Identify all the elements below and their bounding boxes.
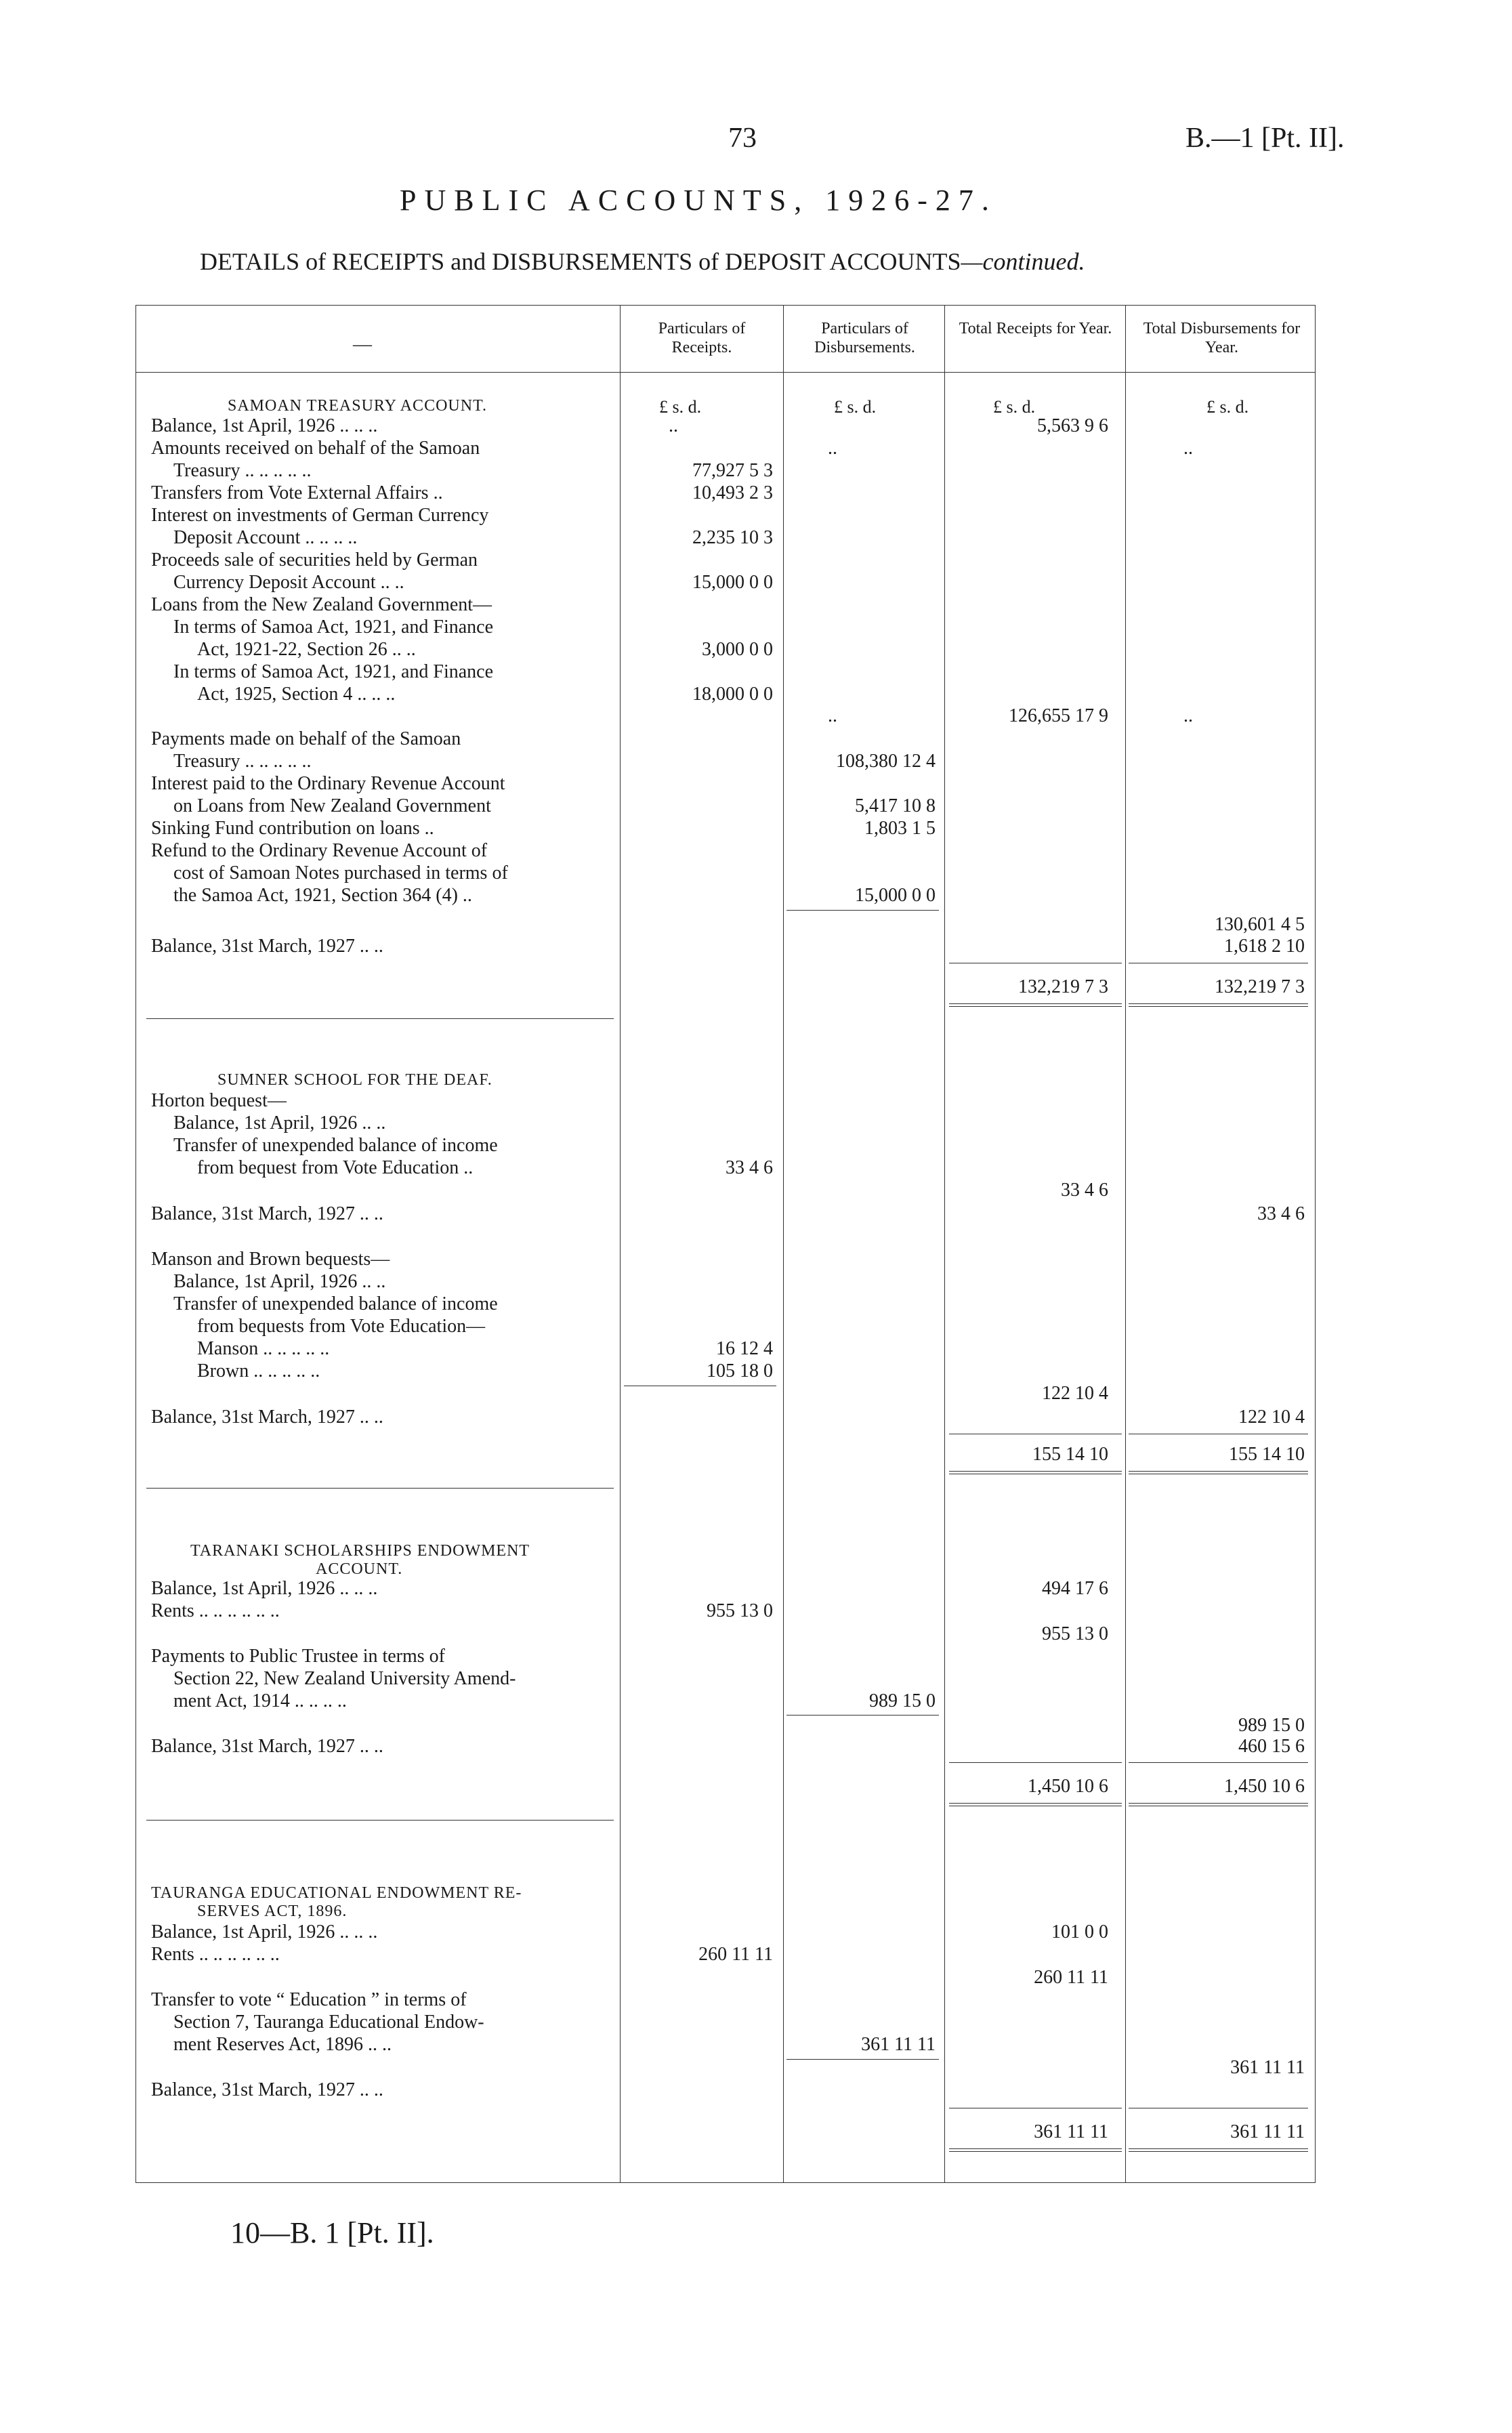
unit-header: £ s. d. <box>659 397 702 417</box>
total-disb-value: 122 10 4 <box>1238 1407 1305 1428</box>
section-title-tauranga: TAURANGA EDUCATIONAL ENDOWMENT RE- <box>151 1884 522 1902</box>
header-blank: — <box>353 334 372 355</box>
sumner-line: Balance, 1st April, 1926 .. .. <box>173 1271 386 1292</box>
samoan-line: on Loans from New Zealand Government <box>173 795 491 816</box>
total-receipts-value: 260 11 11 <box>1034 1967 1108 1988</box>
samoan-line: Act, 1925, Section 4 .. .. .. <box>197 684 396 705</box>
double-rule <box>1129 2148 1308 2152</box>
total-disb-value: 361 11 11 <box>1230 2057 1305 2078</box>
taranaki-line: Balance, 1st April, 1926 .. .. .. <box>151 1578 378 1599</box>
sum-rule <box>786 2059 939 2060</box>
total-receipts-sum: 361 11 11 <box>1034 2121 1108 2142</box>
disbursement-value: 5,417 10 8 <box>855 795 936 816</box>
total-disb-value: 989 15 0 <box>1238 1715 1305 1736</box>
tauranga-line: Transfer to vote “ Education ” in terms of <box>151 1989 467 2010</box>
total-disb-sum: 361 11 11 <box>1230 2121 1305 2142</box>
total-receipts-value: 33 4 6 <box>1061 1180 1108 1201</box>
samoan-line: Balance, 31st March, 1927 .. .. <box>151 936 383 957</box>
double-rule <box>1129 1003 1308 1007</box>
tauranga-line: Rents .. .. .. .. .. .. <box>151 1944 280 1965</box>
header-rule <box>136 372 1315 373</box>
column-divider <box>620 306 621 2182</box>
unit-header: £ s. d. <box>993 397 1036 417</box>
sumner-line: Brown .. .. .. .. .. <box>197 1360 320 1381</box>
samoan-line: Interest on investments of German Currency <box>151 505 489 526</box>
total-receipts-sum: 1,450 10 6 <box>1028 1776 1108 1797</box>
subtitle-main: DETAILS of RECEIPTS and DISBURSEMENTS of DEPOSIT ACCOUNTS <box>200 248 961 275</box>
sumner-line: Horton bequest— <box>151 1090 287 1111</box>
receipt-value: 10,493 2 3 <box>692 482 773 503</box>
disbursement-value: 15,000 0 0 <box>855 885 936 906</box>
double-rule <box>1129 1803 1308 1806</box>
page-subtitle <box>200 247 1085 276</box>
header-receipts: Particulars of Receipts. <box>658 320 746 356</box>
page-number: 73 <box>728 123 757 154</box>
samoan-line: the Samoa Act, 1921, Section 364 (4) .. <box>173 885 472 906</box>
samoan-line: In terms of Samoa Act, 1921, and Finance <box>173 617 494 638</box>
disbursement-value: 108,380 12 4 <box>836 751 936 772</box>
section-divider <box>146 1018 614 1019</box>
double-rule <box>949 1003 1122 1007</box>
samoan-line: cost of Samoan Notes purchased in terms of <box>173 862 508 883</box>
receipt-value: 105 18 0 <box>707 1360 773 1381</box>
samoan-line: Amounts received on behalf of the Samoan <box>151 438 480 459</box>
sum-rule <box>786 910 939 911</box>
sumner-line: Transfer of unexpended balance of income <box>173 1293 498 1314</box>
page-footer: 10—B. 1 [Pt. II]. <box>230 2216 434 2249</box>
receipt-value: 2,235 10 3 <box>692 527 773 548</box>
receipt-value: 955 13 0 <box>707 1600 773 1621</box>
samoan-line: In terms of Samoa Act, 1921, and Finance <box>173 661 494 682</box>
tauranga-line: Balance, 31st March, 1927 .. .. <box>151 2079 383 2100</box>
disbursement-value: 361 11 11 <box>861 2034 936 2055</box>
section-title-samoan: SAMOAN TREASURY ACCOUNT. <box>228 397 487 415</box>
samoan-line: Refund to the Ordinary Revenue Account of <box>151 840 488 861</box>
sumner-line: Manson .. .. .. .. .. <box>197 1338 330 1359</box>
section-title-taranaki-2: ACCOUNT. <box>316 1560 403 1578</box>
receipt-value: 15,000 0 0 <box>692 572 773 593</box>
sumner-line: Balance, 31st March, 1927 .. .. <box>151 1407 383 1428</box>
receipt-value: 77,927 5 3 <box>692 460 773 481</box>
total-receipts-value: 5,563 9 6 <box>1037 415 1108 436</box>
receipt-value: 260 11 11 <box>698 1944 773 1965</box>
double-rule <box>949 2148 1122 2152</box>
taranaki-line: Rents .. .. .. .. .. .. <box>151 1600 280 1621</box>
header-disbursements: Particulars of Disbursements. <box>814 320 915 356</box>
total-receipts-value: 126,655 17 9 <box>1009 705 1108 726</box>
sumner-line: Balance, 1st April, 1926 .. .. <box>173 1112 386 1134</box>
total-disb-value: 1,618 2 10 <box>1224 936 1305 957</box>
total-receipts-value: 122 10 4 <box>1042 1383 1108 1404</box>
samoan-line: Sinking Fund contribution on loans .. <box>151 818 434 839</box>
total-receipts-sum: 132,219 7 3 <box>1018 976 1108 997</box>
double-rule <box>949 1803 1122 1806</box>
sumner-line: Transfer of unexpended balance of income <box>173 1135 498 1156</box>
section-title-taranaki: TARANAKI SCHOLARSHIPS ENDOWMENT <box>190 1542 530 1560</box>
receipt-value: 18,000 0 0 <box>692 684 773 705</box>
sumner-line: Balance, 31st March, 1927 .. .. <box>151 1203 383 1224</box>
total-receipts-value: 955 13 0 <box>1042 1623 1108 1644</box>
disbursement-value: 1,803 1 5 <box>864 818 936 839</box>
double-rule <box>949 1471 1122 1474</box>
total-disb-sum: 155 14 10 <box>1229 1444 1305 1465</box>
total-receipts-sum: 155 14 10 <box>1032 1444 1108 1465</box>
samoan-line: Transfers from Vote External Affairs .. <box>151 482 443 503</box>
sumner-line: Manson and Brown bequests— <box>151 1249 390 1270</box>
total-disb-sum: 1,450 10 6 <box>1224 1776 1305 1797</box>
samoan-line: Balance, 1st April, 1926 .. .. .. <box>151 415 378 436</box>
header-total-receipts: Total Receipts for Year. <box>959 320 1112 337</box>
total-disb-value: 33 4 6 <box>1257 1203 1305 1224</box>
sum-rule <box>1129 1762 1308 1763</box>
tauranga-line: Section 7, Tauranga Educational Endow- <box>173 2012 484 2033</box>
empty-cell: .. <box>1183 705 1193 726</box>
section-divider <box>146 1820 614 1821</box>
column-divider <box>944 306 945 2182</box>
samoan-line: Payments made on behalf of the Samoan <box>151 728 461 749</box>
document-reference: B.—1 [Pt. II]. <box>1185 123 1345 154</box>
receipt-value: 16 12 4 <box>716 1338 773 1359</box>
taranaki-line: Section 22, New Zealand University Amend- <box>173 1668 516 1689</box>
total-receipts-value: 101 0 0 <box>1051 1921 1108 1942</box>
unit-header: £ s. d. <box>1206 397 1249 417</box>
samoan-line: Loans from the New Zealand Government— <box>151 594 492 615</box>
total-disb-value: 460 15 6 <box>1238 1736 1305 1757</box>
section-title-sumner: SUMNER SCHOOL FOR THE DEAF. <box>217 1071 492 1089</box>
total-receipts-value: 494 17 6 <box>1042 1578 1108 1599</box>
samoan-line: Act, 1921-22, Section 26 .. .. <box>197 639 416 660</box>
samoan-line: Proceeds sale of securities held by German <box>151 549 478 570</box>
unit-header: £ s. d. <box>834 397 877 417</box>
page-title: PUBLIC ACCOUNTS, 1926-27. <box>400 184 997 217</box>
samoan-line: Currency Deposit Account .. .. <box>173 572 404 593</box>
samoan-line: Treasury .. .. .. .. .. <box>173 460 312 481</box>
header-total-disbursements: Total Disbursements for Year. <box>1143 320 1301 356</box>
receipt-value: 33 4 6 <box>726 1157 773 1178</box>
double-rule <box>1129 1471 1308 1474</box>
section-title-tauranga-2: SERVES ACT, 1896. <box>197 1902 348 1920</box>
tauranga-line: ment Reserves Act, 1896 .. .. <box>173 2034 392 2055</box>
subtitle-continued: —continued. <box>961 248 1085 275</box>
column-divider <box>783 306 784 2182</box>
sumner-line: from bequest from Vote Education .. <box>197 1157 474 1178</box>
disbursement-value: 989 15 0 <box>869 1690 936 1711</box>
deposit-accounts-table <box>135 305 1316 2183</box>
taranaki-line: ment Act, 1914 .. .. .. .. <box>173 1690 347 1711</box>
column-divider <box>1125 306 1126 2182</box>
samoan-line: Treasury .. .. .. .. .. <box>173 751 312 772</box>
taranaki-line: Payments to Public Trustee in terms of <box>151 1646 445 1667</box>
samoan-line: Interest paid to the Ordinary Revenue Account <box>151 773 505 794</box>
sum-rule <box>949 1762 1122 1763</box>
empty-cell: .. <box>669 415 678 436</box>
sumner-line: from bequests from Vote Education— <box>197 1316 486 1337</box>
section-divider <box>146 1488 614 1489</box>
empty-cell: .. <box>1183 438 1193 459</box>
total-disb-value: 130,601 4 5 <box>1215 914 1305 935</box>
total-disb-sum: 132,219 7 3 <box>1215 976 1305 997</box>
empty-cell: .. <box>828 705 837 726</box>
empty-cell: .. <box>828 438 837 459</box>
tauranga-line: Balance, 1st April, 1926 .. .. .. <box>151 1921 378 1942</box>
samoan-line: Deposit Account .. .. .. .. <box>173 527 358 548</box>
taranaki-line: Balance, 31st March, 1927 .. .. <box>151 1736 383 1757</box>
receipt-value: 3,000 0 0 <box>702 639 773 660</box>
